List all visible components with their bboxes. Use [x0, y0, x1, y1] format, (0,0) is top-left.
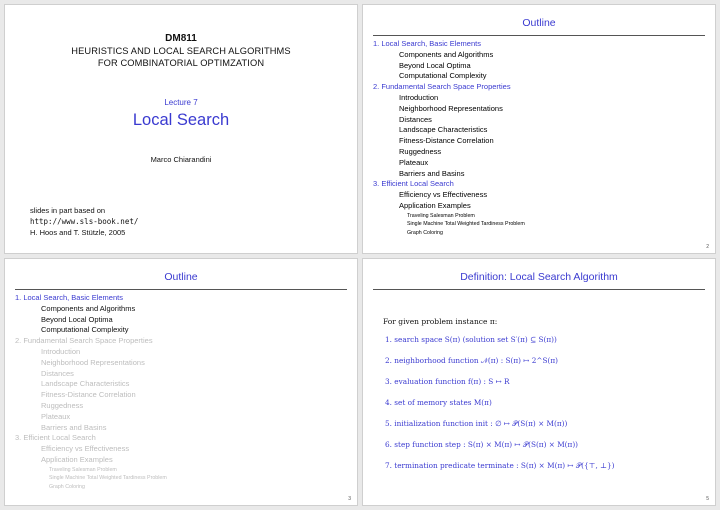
definition-slide — [362, 258, 716, 506]
definition-item-2: 2. neighborhood function 𝒩(π) : S(π) ↦ 2^S(π) — [385, 356, 558, 365]
outline-subsection: Introduction — [399, 92, 439, 102]
title-divider — [373, 35, 705, 36]
credits-line: slides in part based on — [30, 206, 106, 215]
outline-subsubsection: Single Machine Total Weighted Tardiness Problem — [49, 475, 167, 482]
outline-slide — [362, 4, 716, 254]
page-number: 2 — [706, 244, 709, 250]
author-name: Marco Chiarandini — [150, 155, 212, 164]
definition-item-7: 7. termination predicate terminate : S(π) × M(π) ↦ 𝒫({⊤, ⊥}) — [385, 461, 615, 470]
outline-subsection: Introduction — [41, 346, 81, 356]
outline-subsection: Application Examples — [41, 454, 113, 464]
title-divider — [373, 289, 705, 290]
lecture-title: Local Search — [132, 111, 230, 129]
definition-item-5: 5. initialization function init : ∅ ↦ 𝒫(S(π) × M(π)) — [385, 419, 568, 428]
course-code: DM811 — [165, 33, 197, 44]
title-slide — [4, 4, 358, 254]
slide-title: Definition: Local Search Algorithm — [460, 271, 618, 283]
definition-item-1: 1. search space S(π) (solution set S′(π) ⊆ S(π)) — [385, 335, 557, 344]
outline-subsection: Beyond Local Optima — [399, 60, 471, 70]
credits — [30, 205, 138, 238]
course-subtitle — [5, 45, 357, 69]
lecture-number: Lecture 7 — [164, 98, 198, 107]
definition-intro: For given problem instance π: — [383, 317, 498, 326]
outline-subsection: Plateaux — [399, 157, 429, 167]
definition-item-3: 3. evaluation function f(π) : S ↦ R — [385, 377, 510, 386]
outline-subsection: Ruggedness — [399, 146, 442, 156]
outline-subsection: Efficiency vs Effectiveness — [399, 190, 488, 200]
outline-subsection: Fitness-Distance Correlation — [41, 390, 136, 400]
course-subtitle-line1: HEURISTICS AND LOCAL SEARCH ALGORITHMS — [71, 46, 291, 56]
page-number: 3 — [348, 496, 351, 502]
outline-section: 2. Fundamental Search Space Properties — [373, 82, 511, 92]
outline-section: 3. Efficient Local Search — [15, 433, 96, 443]
definition-item-4: 4. set of memory states M(π) — [385, 398, 492, 407]
outline-subsubsection: Traveling Salesman Problem — [49, 466, 117, 473]
title-divider — [15, 289, 347, 290]
outline-subsection: Efficiency vs Effectiveness — [41, 444, 130, 454]
outline-subsection: Fitness-Distance Correlation — [399, 136, 494, 146]
outline-section: 1. Local Search, Basic Elements — [373, 39, 481, 48]
outline-subsection: Ruggedness — [41, 400, 84, 410]
outline-section: 3. Efficient Local Search — [373, 179, 454, 189]
slide-title: Outline — [164, 271, 198, 283]
outline-slide-section1 — [4, 258, 358, 506]
outline-subsection: Components and Algorithms — [399, 49, 494, 59]
outline-subsection: Neighborhood Representations — [399, 103, 503, 113]
credits-url[interactable]: http://www.sls-book.net/ — [30, 217, 139, 226]
outline-subsection: Components and Algorithms — [41, 303, 136, 313]
definition-list — [385, 335, 705, 482]
credits-authors: H. Hoos and T. Stützle, 2005 — [30, 228, 126, 237]
outline-subsection: Application Examples — [399, 200, 471, 210]
outline-subsection: Distances — [41, 368, 74, 378]
outline-section: 1. Local Search, Basic Elements — [15, 293, 123, 302]
outline-subsection: Barriers and Basins — [399, 168, 465, 178]
course-subtitle-line2: FOR COMBINATORIAL OPTIMZATION — [97, 58, 265, 68]
outline-subsection: Barriers and Basins — [41, 422, 107, 432]
page-number: 5 — [706, 496, 709, 502]
outline-subsection: Neighborhood Representations — [41, 357, 145, 367]
outline-subsection: Distances — [399, 114, 432, 124]
definition-item-6: 6. step function step : S(π) × M(π) ↦ 𝒫(S(π) × M(π)) — [385, 440, 579, 449]
outline-section: 2. Fundamental Search Space Properties — [15, 336, 153, 346]
outline-subsection: Computational Complexity — [41, 325, 129, 335]
outline-subsection: Computational Complexity — [399, 71, 487, 81]
outline-subsubsection: Traveling Salesman Problem — [407, 212, 475, 219]
outline-subsection: Beyond Local Optima — [41, 314, 113, 324]
outline-subsection: Landscape Characteristics — [41, 379, 130, 389]
outline-subsubsection: Graph Coloring — [49, 483, 85, 490]
slide-title: Outline — [522, 17, 556, 29]
outline-subsubsection: Single Machine Total Weighted Tardiness Problem — [407, 221, 525, 228]
outline-list — [373, 39, 705, 238]
outline-list — [15, 293, 347, 492]
outline-subsubsection: Graph Coloring — [407, 229, 443, 236]
outline-subsection: Plateaux — [41, 411, 71, 421]
outline-subsection: Landscape Characteristics — [399, 125, 488, 135]
